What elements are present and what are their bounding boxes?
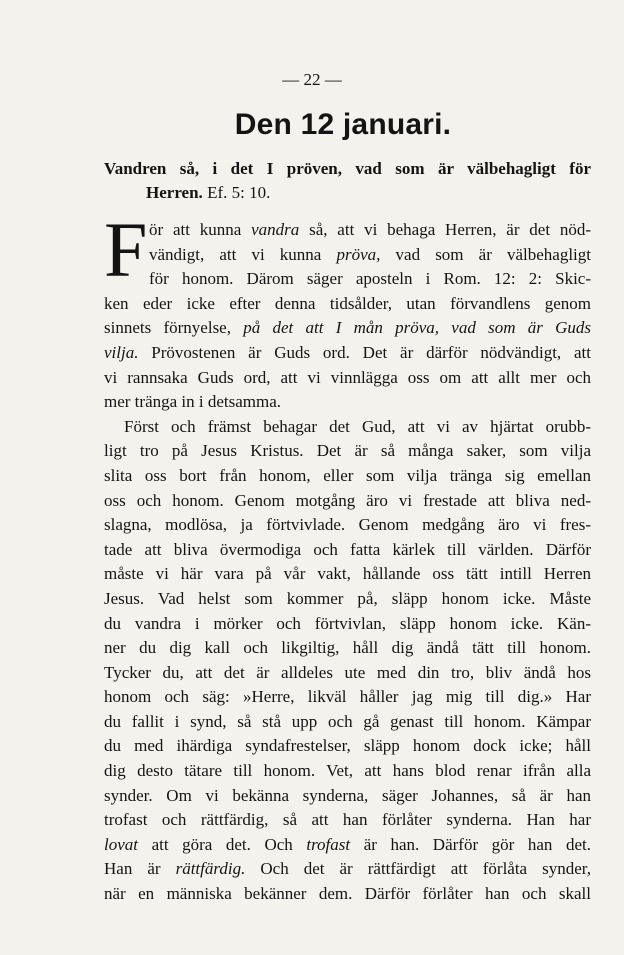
body-text (104, 218, 591, 907)
text-line: honom och säg: »Herre, likväl håller jag mig till dig.» Har (104, 687, 591, 707)
text-line: du vandra i mörker och förtvivlan, släpp honom icke. Kän- (104, 613, 591, 633)
text-line: slita oss bort från honom, eller som vilja tränga sig emellan (104, 465, 591, 485)
motto-reference: Ef. 5: 10. (207, 183, 271, 202)
text-line: vi rannsaka Guds ord, att vi vinnlägga oss om att allt mer och (104, 367, 591, 387)
text-line: vändigt, att vi kunna pröva, vad som är välbehagligt (149, 244, 592, 264)
drop-cap: F (104, 206, 148, 293)
page-heading: Den 12 januari. (234, 108, 452, 141)
motto-text: Herren. (146, 183, 203, 202)
text-line: måste vi här vara på vår vakt, hållande oss tätt intill Herren (104, 564, 591, 584)
text-line: Tycker du, att det är alldeles ute med din tro, bliv ändå hos (104, 662, 591, 682)
page-number: — 22 — (282, 70, 342, 89)
text-line: slagna, modlösa, ja förtvivlade. Genom medgång äro vi fres- (104, 515, 591, 535)
text-line: du med ihärdiga syndafrestelser, släpp honom dock icke; håll (104, 736, 591, 756)
text-line: Först och främst behagar det Gud, att vi av hjärtat orubb- (124, 416, 591, 436)
text-line: synder. Om vi bekänna synderna, säger Johannes, så är han (104, 785, 591, 805)
text-line: ör att kunna vandra så, att vi behaga Herren, är det nöd- (149, 220, 592, 239)
text-line: mer tränga in i detsamma. (104, 392, 282, 412)
text-line: du fallit i synd, så stå upp och gå genast till honom. Kämpar (104, 711, 591, 731)
text-line: när en människa bekänner dem. Därför förlåter han och skall (104, 884, 591, 904)
text-line: trofast och rättfärdig, så att han förlåter synderna. Han har (104, 810, 591, 830)
text-line: Han är rättfärdig. Och det är rättfärdigt att förlåta synder, (104, 859, 592, 879)
text-line: sinnets förnyelse, på det att I mån pröva, vad som är Guds (104, 318, 591, 338)
text-line: ken eder icke efter denna tidsålder, utan förvandlens genom (104, 293, 591, 313)
text-line: lovat att göra det. Och trofast är han. Därför gör han det. (104, 834, 592, 854)
text-line: dig desto tätare till honom. Vet, att hans blod renar ifrån alla (104, 761, 591, 781)
text-line: oss och honom. Genom motgång äro vi frestade att bliva ned- (104, 490, 591, 510)
text-line: för honom. Därom säger aposteln i Rom. 12: 2: Skic- (149, 269, 591, 289)
text-line: tade att bliva övermodiga och fatta kärlek till världen. Därför (104, 539, 591, 559)
text-line: ner du dig kall och likgiltig, håll dig ändå tätt till honom. (104, 638, 591, 658)
text-line: ligt tro på Jesus Kristus. Det är så många saker, som vilja (104, 441, 591, 461)
motto-line-2 (104, 183, 270, 202)
motto-line-1: Vandren så, i det I pröven, vad som är välbehagligt för (104, 159, 591, 178)
text-line: vilja. Prövostenen är Guds ord. Det är därför nödvändigt, att (104, 342, 591, 362)
text-line: Jesus. Vad helst som kommer på, släpp honom icke. Måste (104, 588, 591, 608)
bible-motto (104, 157, 591, 205)
